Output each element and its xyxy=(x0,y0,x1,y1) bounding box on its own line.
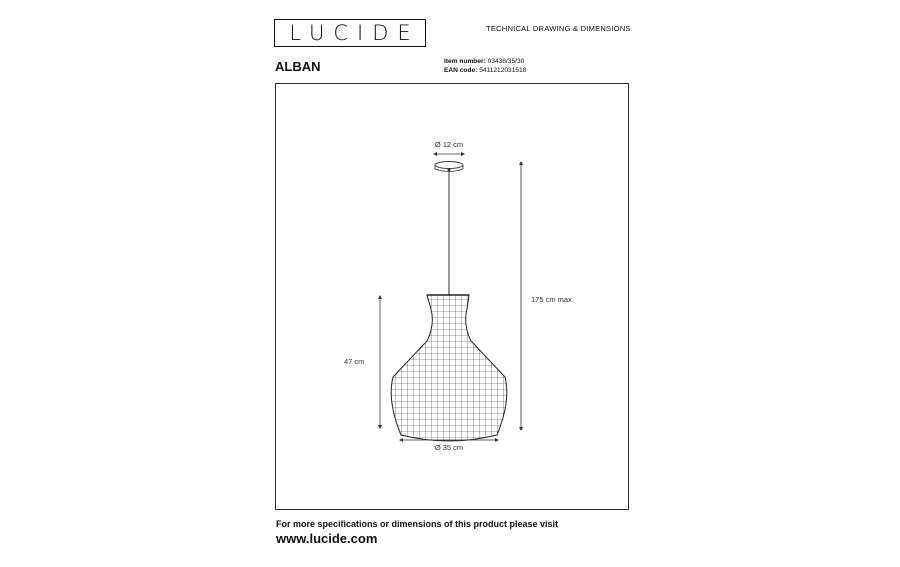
item-number-line xyxy=(444,58,524,65)
item-number-value: 03438/35/30 xyxy=(487,58,525,65)
footer-text: For more specifications or dimensions of this product please visit xyxy=(276,519,559,529)
rattan-shade xyxy=(391,295,507,441)
canopy-diameter-label: Ø 12 cm xyxy=(434,140,464,149)
technical-drawing xyxy=(275,83,629,510)
ean-label: EAN code: xyxy=(444,67,478,74)
total-height-label: 175 cm max. xyxy=(531,295,574,304)
shade-diameter-label: Ø 35 cm xyxy=(434,443,464,452)
website-link[interactable]: www.lucide.com xyxy=(276,531,378,546)
ean-value: 5411212031518 xyxy=(479,67,527,74)
logo-text: LUCIDE xyxy=(289,21,420,45)
document-type-label: TECHNICAL DRAWING & DIMENSIONS xyxy=(486,24,631,33)
canopy xyxy=(435,162,463,169)
product-name: ALBAN xyxy=(275,59,321,74)
ean-line xyxy=(444,67,526,74)
brand-logo xyxy=(274,19,426,47)
item-number-label: Item number: xyxy=(444,58,486,65)
shade-height-label: 47 cm xyxy=(344,357,365,366)
